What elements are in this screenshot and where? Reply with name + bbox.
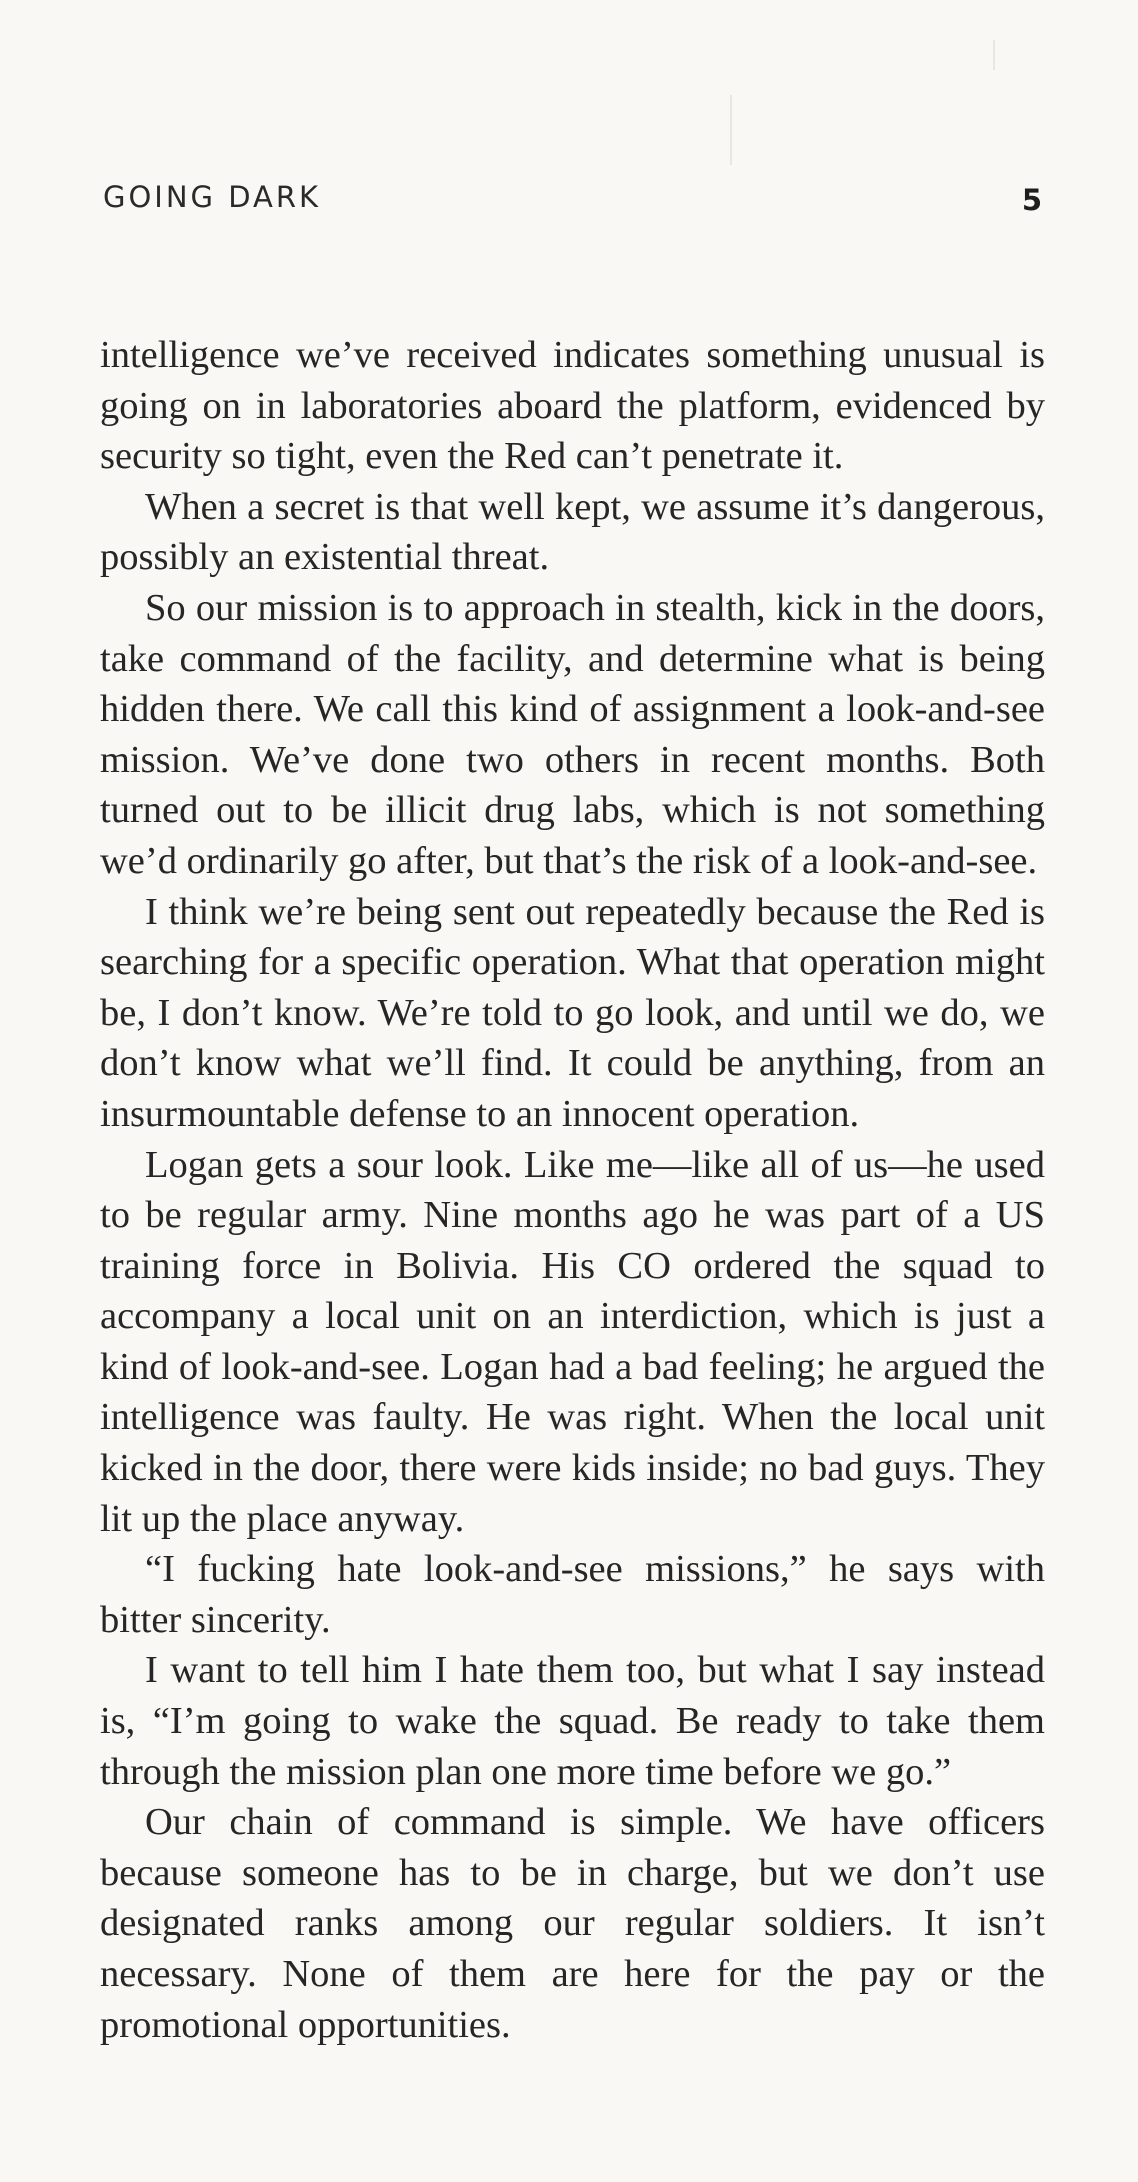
body-text [100, 330, 1045, 2050]
scan-artifact [993, 40, 995, 70]
scan-artifact [730, 95, 732, 165]
paragraph: intelligence we’ve received indicates something unusual is going on in laboratories aboard the platform, evidenced by security so tight, even the Red can’t penetrate it. [100, 334, 1045, 478]
paragraph: I think we’re being sent out repeatedly because the Red is searching for a specific operation. What that operation might be, I don’t know. We’re told to go look, and until we do, we don’t know what we’ll find. It could be anything, from an insurmountable defense to an innocent operation. [100, 890, 1045, 1135]
running-title: GOING DARK [103, 180, 322, 214]
page-number: 5 [1021, 183, 1042, 217]
paragraph: Our chain of command is simple. We have officers because someone has to be in charge, but we don’t use designated ranks among our regular soldiers. It isn’t necessary. None of them are here for the pay or the promotional opportunities. [100, 1801, 1045, 2046]
paragraph: Logan gets a sour look. Like me—like all of us—he used to be regular army. Nine months ago he was part of a US training force in Bolivia. His CO ordered the squad to accompany a local unit on an interdiction, which is just a kind of look-and-see. Logan had a bad feeling; he argued the intelligence was faulty. He was right. When the local unit kicked in the door, there were kids inside; no bad guys. They lit up the place anyway. [100, 1143, 1045, 1540]
paragraph: When a secret is that well kept, we assume it’s dangerous, possibly an existential threat. [100, 485, 1045, 579]
paragraph: So our mission is to approach in stealth, kick in the doors, take command of the facility, and determine what is being hidden there. We call this kind of assignment a look-and-see mission. We’ve done two others in recent months. Both turned out to be illicit drug labs, which is not something we’d ordinarily go after, but that’s the risk of a look-and-see. [100, 586, 1045, 882]
paragraph: “I fucking hate look-and-see missions,” he says with bitter sincerity. [100, 1548, 1045, 1641]
paragraph: I want to tell him I hate them too, but what I say instead is, “I’m going to wake the squad. Be ready to take them through the mission plan one more time before we go.” [100, 1649, 1045, 1793]
